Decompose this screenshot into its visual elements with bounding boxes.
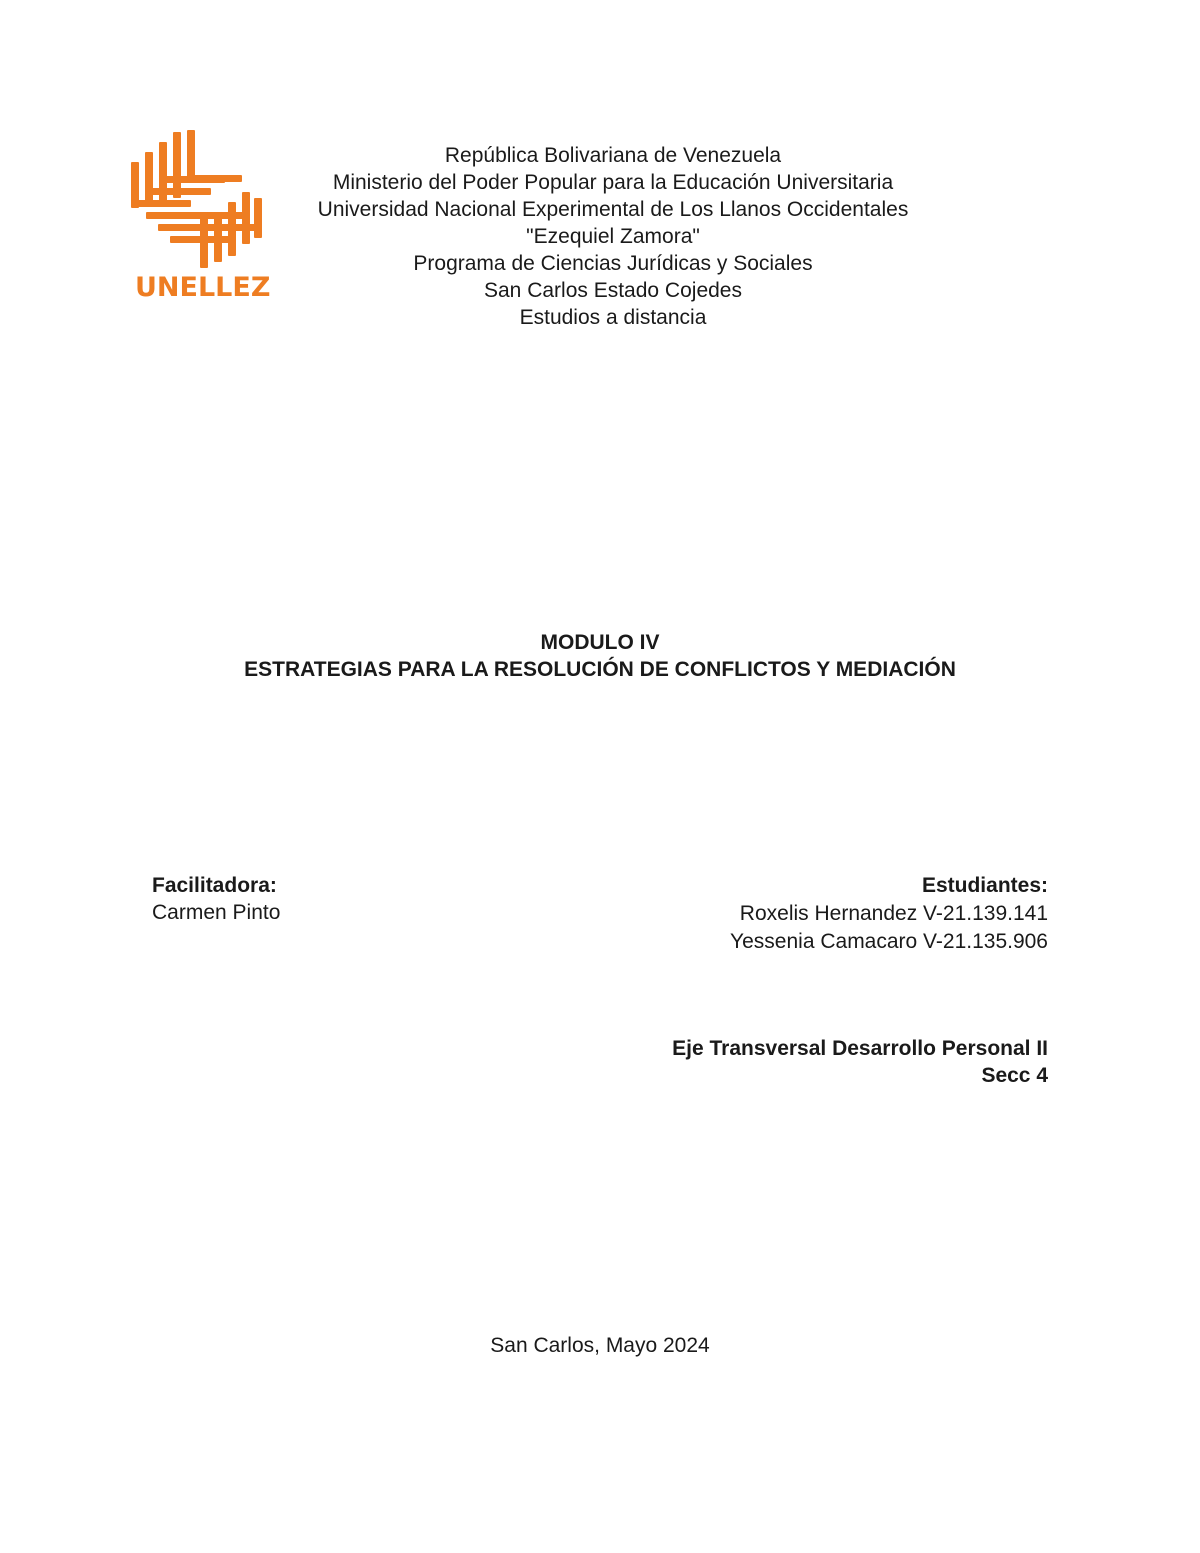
header-line-program: Programa de Ciencias Jurídicas y Sociales — [413, 252, 813, 275]
facilitator-block — [152, 872, 280, 926]
facilitator-label: Facilitadora: — [152, 874, 277, 897]
course-axis: Eje Transversal Desarrollo Personal II — [672, 1037, 1048, 1060]
students-block — [730, 872, 1048, 956]
students-label: Estudiantes: — [921, 874, 1048, 897]
subject-title: ESTRATEGIAS PARA LA RESOLUCIÓN DE CONFLICTOS Y MEDIACIÓN — [244, 658, 956, 681]
facilitator-name: Carmen Pinto — [152, 901, 281, 924]
header-line-university-name: "Ezequiel Zamora" — [526, 225, 700, 248]
institution-header — [200, 142, 1026, 331]
header-line-ministry: Ministerio del Poder Popular para la Educación Universitaria — [332, 171, 894, 194]
header-line-location: San Carlos Estado Cojedes — [484, 279, 742, 302]
document-title — [0, 629, 1200, 683]
course-block — [672, 1035, 1048, 1089]
header-line-university: Universidad Nacional Experimental de Los Llanos Occidentales — [317, 198, 909, 221]
header-line-modality: Estudios a distancia — [519, 306, 707, 329]
logo-wordmark: UNELLEZ — [135, 272, 271, 303]
header-line-country: República Bolivariana de Venezuela — [444, 144, 782, 167]
course-section: Secc 4 — [981, 1064, 1048, 1087]
student-name: Yessenia Camacaro V-21.135.906 — [730, 930, 1048, 953]
place-date: San Carlos, Mayo 2024 — [490, 1334, 710, 1357]
module-title: MODULO IV — [540, 631, 660, 654]
student-name: Roxelis Hernandez V-21.139.141 — [739, 902, 1048, 925]
